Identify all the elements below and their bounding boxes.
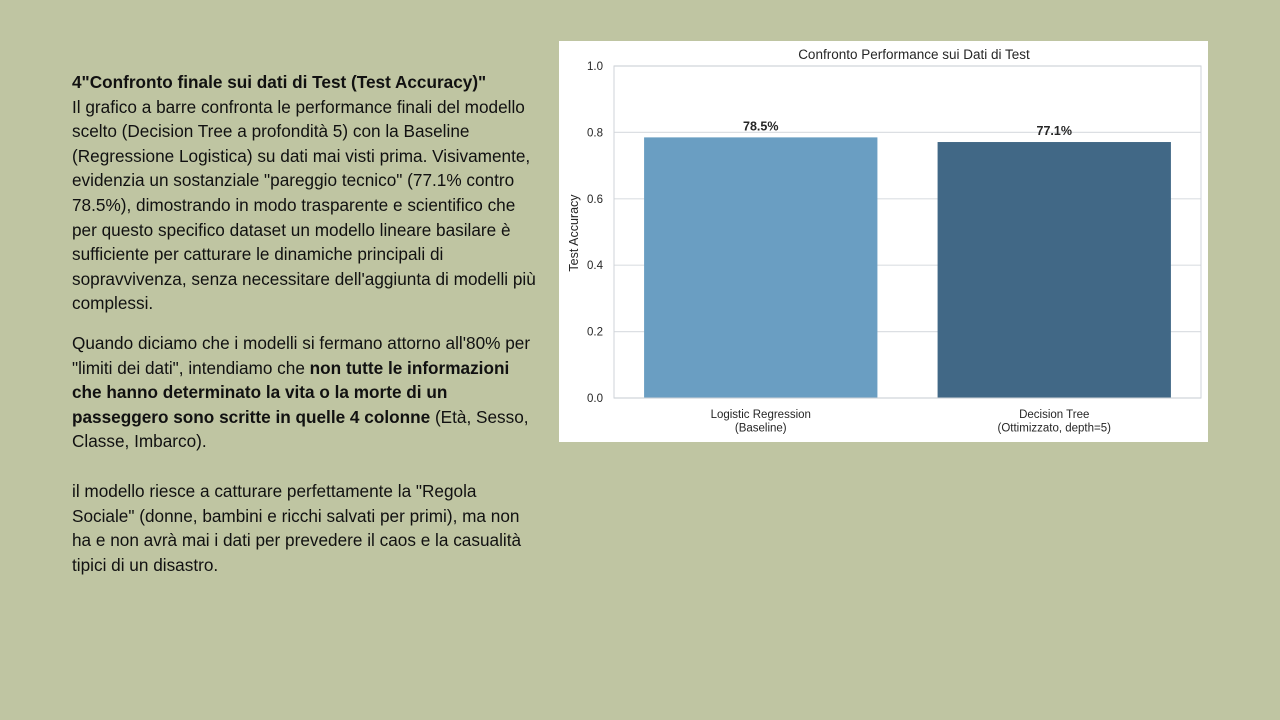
text-column [72,70,542,577]
x-category-label: Logistic Regression [710,409,811,421]
chart-panel [559,41,1208,442]
paragraph-2-intro: Quando diciamo che i modelli si fermano attorno all'80% per "limiti dei dati", intendiamo che [72,332,531,378]
y-tick-label: 0.2 [587,326,603,339]
paragraph-3: il modello riesce a catturare perfettamente la "Regola Sociale" (donne, bambini e ricchi salvati per primi), ma non ha e non avrà mai i dati per prevedere il caos e la casualità tipici di un disastro. [72,480,522,575]
chart-title: Confronto Performance sui Dati di Test [798,47,1030,62]
paragraph-1 [72,70,542,316]
bar [938,142,1171,398]
y-axis-label: Test Accuracy [567,194,581,272]
bar-value-labels [743,119,1072,138]
paragraph-1-body: Il grafico a barre confronta le performance finali del modello scelto (Decision Tree a profondità 5) con la Baseline (Regressione Logistica) su dati mai visti prima. Visivamente, evidenzia un sostanziale "pareggio tecnico" (77.1% contro 78.5%), dimostrando in modo trasparente e scientifico che per questo specifico dataset un modello lineare basilare è sufficiente per catturare le dinamiche principali di sopravvivenza, senza necessitare dell'aggiunta di modelli più complessi. [72,96,536,314]
bar [644,137,877,398]
bar-value-label: 77.1% [1036,124,1072,139]
y-tick-label: 0.0 [587,393,603,405]
x-category-label: (Baseline) [734,422,787,435]
y-tick-label: 1.0 [587,61,603,73]
bar-value-label: 78.5% [743,119,779,134]
bar-chart [559,41,1208,442]
y-ticks [587,61,604,405]
x-category-label: Decision Tree [1019,409,1090,421]
paragraph-2-emphasis: non tutte le informazioni che hanno determinato la vita o la morte di un passeggero sono scritte in quelle 4 colonne [72,357,510,427]
x-category-labels [711,409,1112,435]
paragraph-2-outro: (Età, Sesso, Classe, Imbarco). [72,406,529,452]
y-tick-label: 0.4 [587,260,603,273]
x-category-label: (Ottimizzato, depth=5) [997,422,1111,435]
bars [644,137,1171,398]
y-tick-label: 0.8 [587,127,603,140]
section-heading: 4"Confronto finale sui dati di Test (Test Accuracy)" [72,72,487,92]
y-tick-label: 0.6 [587,193,603,206]
paragraph-2 [72,331,542,454]
